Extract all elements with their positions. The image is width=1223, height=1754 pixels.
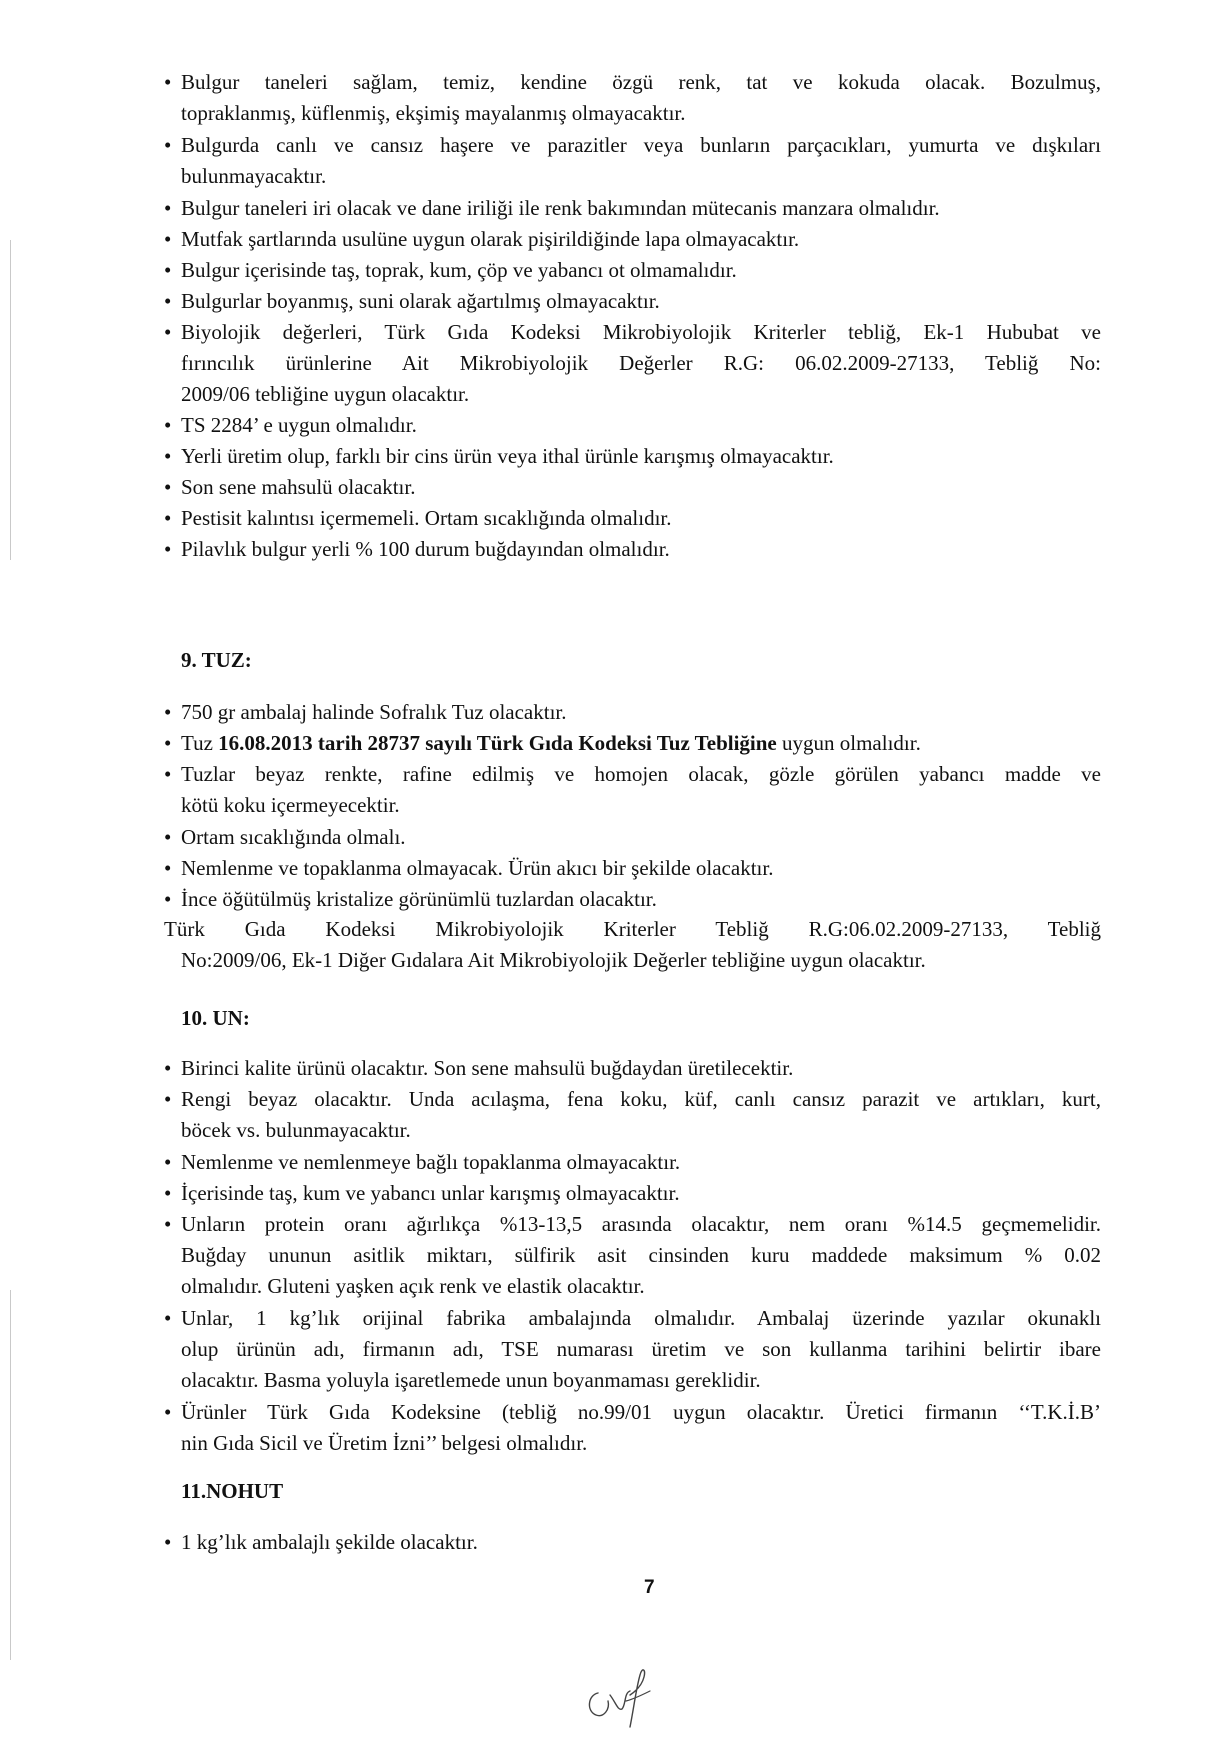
bullet-icon: • xyxy=(164,887,172,911)
left-edge-mark xyxy=(10,1290,11,1660)
bullet-icon: • xyxy=(164,289,172,313)
section-heading-tuz: 9. TUZ: xyxy=(181,648,252,672)
bullet-icon: • xyxy=(164,1087,172,1111)
bullet-icon: • xyxy=(164,1056,172,1080)
tuz-note: Türk Gıda Kodeksi Mikrobiyolojik Kriterler Tebliğ R.G:06.02.2009-27133, Tebliğ No:2009/06, Ek-1 Diğer Gıdalara Ait Mikrobiyolojik Değerler tebliğine uygun olacaktır. xyxy=(164,917,1101,972)
regulation-reference: 16.08.2013 tarih 28737 sayılı Türk Gıda Kodeksi Tuz Tebliğine xyxy=(218,731,777,755)
bullet-icon: • xyxy=(164,1212,172,1236)
page-number: 7 xyxy=(644,1577,655,1598)
bullet-icon: • xyxy=(164,133,172,157)
bullet-icon: • xyxy=(164,506,172,530)
bullet-icon: • xyxy=(164,1400,172,1424)
section-heading-nohut: 11.NOHUT xyxy=(181,1479,284,1503)
bullet-icon: • xyxy=(164,413,172,437)
section-heading-un: 10. UN: xyxy=(181,1006,250,1030)
bullet-icon: • xyxy=(164,70,172,94)
bullet-icon: • xyxy=(164,856,172,880)
bullet-icon: • xyxy=(164,475,172,499)
bullet-icon: • xyxy=(164,227,172,251)
bullet-icon: • xyxy=(164,1530,172,1554)
bullet-icon: • xyxy=(164,196,172,220)
bullet-icon: • xyxy=(164,700,172,724)
bullet-icon: • xyxy=(164,444,172,468)
bullet-icon: • xyxy=(164,1306,172,1330)
left-edge-mark xyxy=(10,240,11,560)
bullet-icon: • xyxy=(164,1181,172,1205)
bullet-icon: • xyxy=(164,1150,172,1174)
bullet-icon: • xyxy=(164,320,172,344)
bullet-icon: • xyxy=(164,258,172,282)
bullet-icon: • xyxy=(164,731,172,755)
bullet-icon: • xyxy=(164,762,172,786)
signature-icon xyxy=(580,1655,670,1735)
bullet-icon: • xyxy=(164,537,172,561)
bullet-icon: • xyxy=(164,825,172,849)
